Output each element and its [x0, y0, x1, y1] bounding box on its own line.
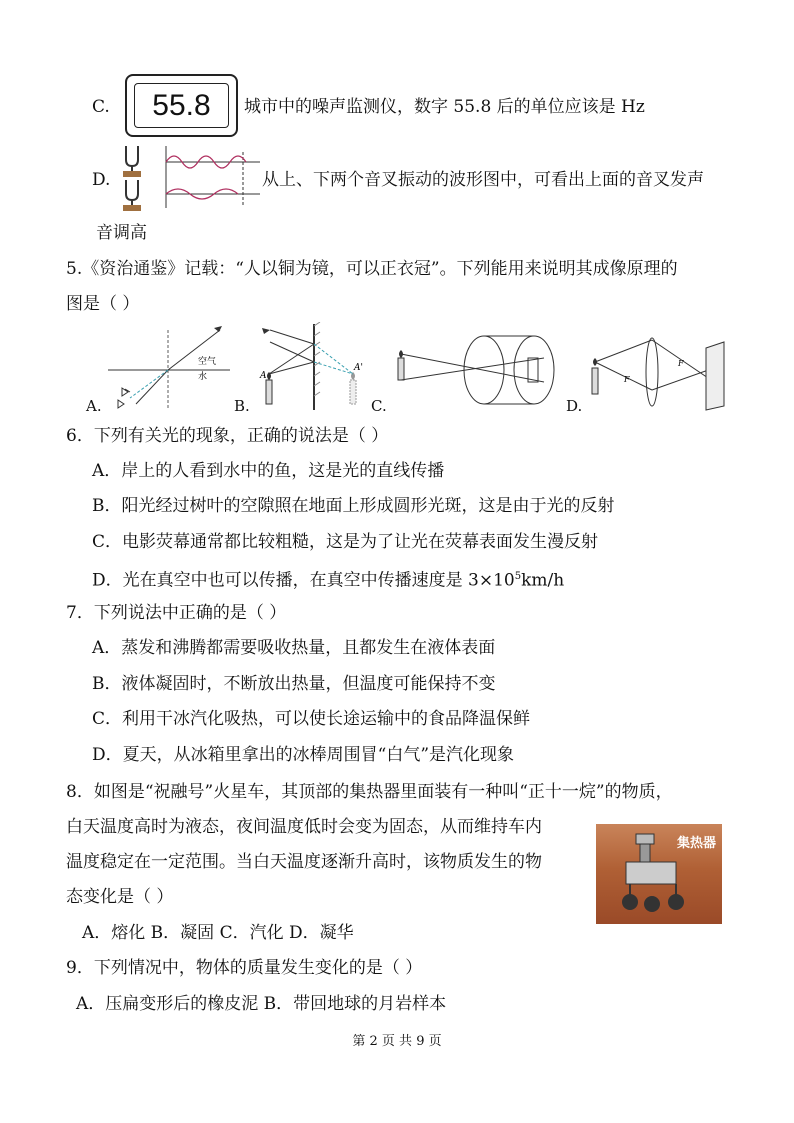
pinhole-camera-figure	[394, 330, 558, 412]
q6-option-a: A．岸上的人看到水中的鱼，这是光的直线传播	[92, 461, 445, 481]
q6-option-b: B．阳光经过树叶的空隙照在地面上形成圆形光斑，这是由于光的反射	[92, 496, 615, 516]
q6-stem: 6．下列有关光的现象，正确的说法是（ ）	[66, 426, 389, 446]
tuning-fork-waveform-figure	[118, 142, 264, 212]
q8-stem-line2: 白天温度高时为液态，夜间温度低时会变为固态，从而维持车内	[66, 817, 542, 837]
q4-d-text: 从上、下两个音叉振动的波形图中，可看出上面的音叉发声	[262, 170, 704, 190]
fig-b-a2-label: A'	[354, 363, 363, 373]
fig-a-water-label: 水	[198, 372, 208, 382]
q5-option-a: A.	[86, 397, 102, 415]
mars-rover-image	[596, 824, 722, 924]
q5-stem-line2: 图是（ ）	[66, 294, 140, 314]
collector-label: 集热器	[676, 836, 716, 851]
refraction-figure	[108, 322, 242, 412]
q8-options: A．熔化 B．凝固 C．汽化 D．凝华	[82, 923, 354, 943]
q4-c-label: C.	[92, 97, 110, 117]
q7-stem: 7．下列说法中正确的是（ ）	[66, 603, 287, 623]
plane-mirror-figure	[254, 322, 372, 412]
q8-stem-line1: 8．如图是“祝融号”火星车，其顶部的集热器里面装有一种叫“正十一烷”的物质，	[66, 782, 673, 802]
q7-option-c: C．利用干冰汽化吸热，可以使长途运输中的食品降温保鲜	[92, 709, 531, 729]
q8-stem-line4: 态变化是（ ）	[66, 887, 174, 907]
convex-lens-figure	[588, 328, 734, 412]
q7-option-b: B．液体凝固时，不断放出热量，但温度可能保持不变	[92, 674, 496, 694]
fig-d-f2-label: F	[678, 359, 684, 368]
fig-d-f1-label: F	[624, 375, 630, 384]
q5-option-d: D.	[566, 397, 583, 415]
q5-option-b: B.	[234, 397, 250, 415]
q4-d-label: D.	[92, 170, 111, 190]
q4-c-text: 城市中的噪声监测仪，数字 55.8 后的单位应该是 Hz	[244, 97, 645, 117]
q9-options: A．压扁变形后的橡皮泥 B．带回地球的月岩样本	[76, 994, 447, 1014]
fig-a-air-label: 空气	[198, 357, 217, 367]
q7-option-d: D．夏天，从冰箱里拿出的冰棒周围冒“白气”是汽化现象	[92, 745, 515, 765]
page-footer: 第 2 页 共 9 页	[352, 1034, 442, 1049]
q5-stem-line1: 5.《资治通鉴》记载：“人以铜为镜，可以正衣冠”。下列能用来说明其成像原理的	[66, 259, 678, 279]
tuning-fork-icon	[124, 146, 140, 210]
q5-option-c: C.	[371, 397, 387, 415]
q6-option-c: C．电影荧幕通常都比较粗糙，这是为了让光在荧幕表面发生漫反射	[92, 532, 599, 552]
q6-option-d: D．光在真空中也可以传播，在真空中传播速度是 $3\times 10^5km/h$	[92, 570, 565, 591]
q8-stem-line3: 温度稳定在一定范围。当白天温度逐渐升高时，该物质发生的物	[66, 852, 542, 872]
fig-b-a-label: A	[260, 371, 267, 381]
q4-d-text-continued: 音调高	[96, 223, 147, 243]
noise-meter-figure	[125, 74, 238, 137]
q9-stem: 9．下列情况中，物体的质量发生变化的是（ ）	[66, 958, 423, 978]
noise-meter-display: 55.8	[134, 83, 229, 128]
q7-option-a: A．蒸发和沸腾都需要吸收热量，且都发生在液体表面	[92, 638, 496, 658]
